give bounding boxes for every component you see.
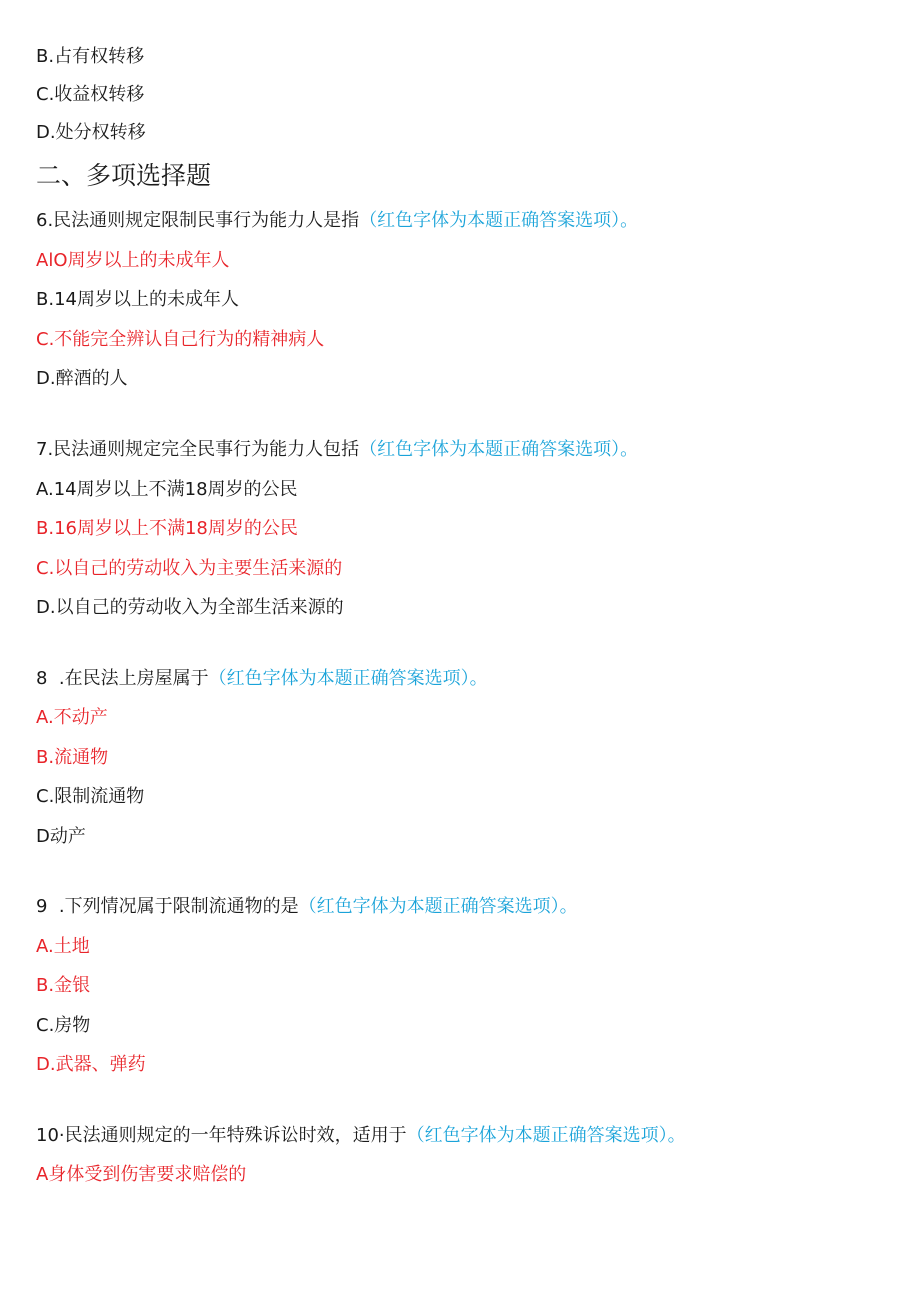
question-stem-text: 10·民法通则规定的一年特殊诉讼时效，适用于 [36,1125,407,1146]
option-b: B.流通物 [36,747,109,768]
answer-hint: （红色字体为本题正确答案选项）。 [359,210,639,231]
option-d: D.武器、弹药 [36,1054,146,1075]
question-stem-text: 8 .在民法上房屋属于 [36,668,209,689]
option-d: D.以自己的劳动收入为全部生活来源的 [36,597,344,618]
option-c: C.收益权转移 [36,84,145,105]
option-b: B.金银 [36,975,91,996]
option-a: A.土地 [36,936,90,957]
option-a: A身体受到伤害要求赔偿的 [36,1164,247,1185]
answer-hint: （红色字体为本题正确答案选项）。 [298,896,578,917]
option-d: D.醉酒的人 [36,368,128,389]
option-b: B.16周岁以上不满18周岁的公民 [36,518,298,539]
answer-hint: （红色字体为本题正确答案选项）。 [208,668,488,689]
option-c: C.限制流通物 [36,786,145,807]
question-stem [36,667,488,691]
option-c: C.不能完全辨认自己行为的精神病人 [36,329,325,350]
question-stem-text: 9 .下列情况属于限制流通物的是 [36,896,299,917]
option-d: D.处分权转移 [36,122,146,143]
option-b: B.占有权转移 [36,46,145,67]
answer-hint: （红色字体为本题正确答案选项）。 [406,1125,686,1146]
question-stem [36,1124,686,1148]
question-stem [36,438,638,462]
option-a: A.14周岁以上不满18周岁的公民 [36,479,298,500]
option-d: D动产 [36,826,86,847]
option-b: B.14周岁以上的未成年人 [36,289,239,310]
option-a: AlO周岁以上的未成年人 [36,250,230,271]
section-heading: 二、多项选择题 [36,161,212,190]
option-a: A.不动产 [36,707,108,728]
question-stem [36,209,638,233]
question-stem [36,895,578,919]
question-stem-text: 6.民法通则规定限制民事行为能力人是指 [36,210,360,231]
option-c: C.以自己的劳动收入为主要生活来源的 [36,558,343,579]
option-c: C.房物 [36,1015,91,1036]
question-stem-text: 7.民法通则规定完全民事行为能力人包括 [36,439,360,460]
answer-hint: （红色字体为本题正确答案选项）。 [359,439,639,460]
